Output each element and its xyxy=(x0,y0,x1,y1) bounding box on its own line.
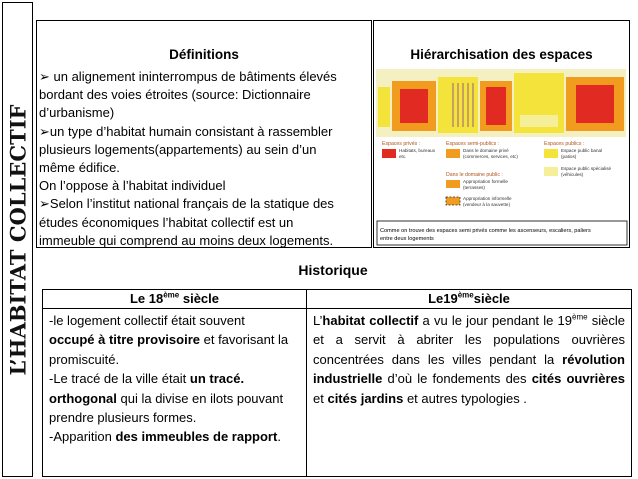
sidebar xyxy=(2,2,33,477)
definition-line: On l’oppose à l’habitat individuel xyxy=(39,178,226,194)
legend-banal-l2: (patios) xyxy=(561,154,577,159)
legend-public-domain-heading: Dans le domaine public : xyxy=(446,172,503,178)
hierarchy-title: Hiérarchisation des espaces xyxy=(410,47,593,62)
legend-habitats-l2: etc. xyxy=(399,154,407,159)
history-col-19th-body: L’habitat collectif a vu le jour pendant le 19ème siècle et a servit à abriter les populations ouvrières concentrées dans les villes pendant la révolution industrielle d’où le fondements des cités ouvrières et cités jardins et autres typologies . xyxy=(313,312,625,406)
hierarchy-caption-l1: Comme on trouve des espaces semi privés comme les ascenseurs, escaliers, paliers xyxy=(380,228,591,234)
hierarchy-figure xyxy=(374,21,631,249)
history-col-18th xyxy=(43,290,307,476)
definitions-body xyxy=(39,68,367,250)
legend-formelle-l1: Appropriation formelle xyxy=(463,179,508,184)
history-table xyxy=(42,289,632,477)
legend-habitats-l1: Habitats, bureaux xyxy=(399,148,436,153)
definition-line: ➢ un alignement ininterrompus de bâtiments élevés xyxy=(39,69,337,84)
history-col-18th-heading: Le 18ème siècle xyxy=(43,290,306,309)
definitions-panel xyxy=(36,20,372,248)
definition-line: bordant des voies étroites (source: Dictionnaire xyxy=(39,87,311,103)
legend-banal-l1: Espace public banal xyxy=(561,148,603,153)
definitions-title: Définitions xyxy=(169,47,239,62)
history-title: Historique xyxy=(298,262,368,278)
site-plan-illustration xyxy=(376,69,626,137)
definition-line: ➢Selon l’institut national français de la statique des xyxy=(39,196,334,212)
hierarchy-caption-l2: entre deux logements xyxy=(380,236,434,242)
vertical-title: L’HABITAT COLLECTIF xyxy=(5,104,30,375)
history-col-19th xyxy=(307,290,631,476)
legend-prive-l1: Dans le domaine privé xyxy=(463,148,509,153)
legend-informelle-l1: Appropriation informelle xyxy=(463,196,512,201)
legend-specialise-l1: Espace public spécialisé xyxy=(561,166,612,171)
legend-prive-l2: (commerces, services, etc) xyxy=(463,154,518,159)
legend-private-heading: Espaces privés : xyxy=(382,141,421,147)
definition-line: plusieurs logements(appartements) au sein d’un xyxy=(39,141,317,157)
legend-semipublic-heading: Espaces semi-publics : xyxy=(446,141,500,147)
legend-specialise-l2: (véhicules) xyxy=(561,172,584,177)
history-col-18th-body: -le logement collectif était souvent occupé à titre provisoire et favorisant la promiscuité. -Le tracé de la ville était un tracé. orthogonal qui la divise en ilots pouvant prendre plusieurs formes. -Apparition des immeubles de rapport. xyxy=(49,313,289,445)
definition-line: même édifice. xyxy=(39,160,120,176)
definition-line: d’urbanisme) xyxy=(39,105,115,121)
legend-formelle-l2: (terrasses) xyxy=(463,185,485,190)
definition-line: études économiques l’habitat collectif est un xyxy=(39,214,294,230)
definition-line: ➢un type d’habitat humain consistant à rassembler xyxy=(39,123,333,139)
history-col-19th-heading: Le19èmesiècle xyxy=(307,290,631,309)
legend-informelle-l2: (vendeur à la sauvette) xyxy=(463,202,510,207)
definition-line: immeuble qui comprend au moins deux logements. xyxy=(39,232,334,248)
hierarchy-panel xyxy=(373,20,630,248)
legend-public-heading: Espaces publics : xyxy=(544,141,585,147)
